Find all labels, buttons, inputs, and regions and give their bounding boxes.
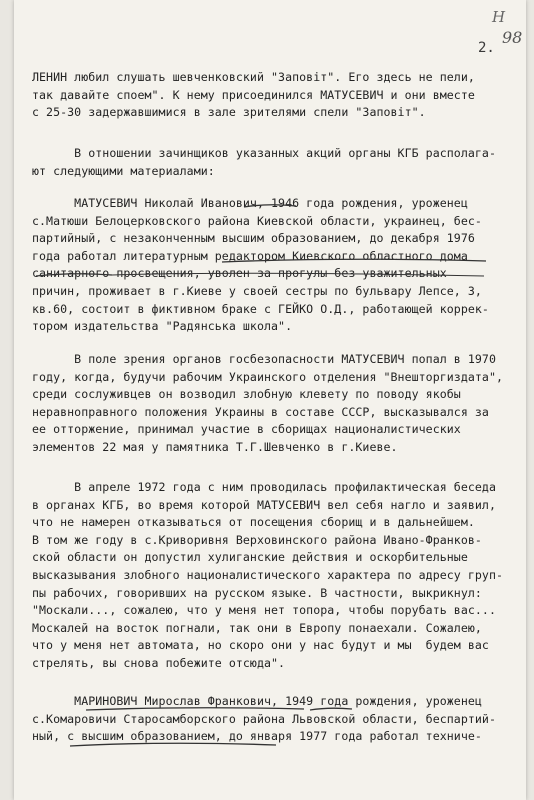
text-line: что не намерен отказываться от посещения сборищ и в дальнейшем. (32, 515, 475, 530)
text-line: санитарного просвещения, уволен за прогулы без уважительных (32, 266, 447, 281)
text-line: с.Комаровичи Старосамборского района Львовской области, беспартий- (32, 711, 496, 726)
text-line: неравноправного положения Украины в составе СССР, высказывался за (32, 404, 489, 419)
text-line: тором издательства "Радянська школа". (32, 319, 293, 334)
text-line: элементов 22 мая у памятника Т.Г.Шевченко в г.Киеве. (32, 440, 398, 454)
text-line: ный, с высшим образованием, до января 1977 года работал техниче- (32, 729, 482, 744)
text-line: В поле зрения органов госбезопасности МАТУСЕВИЧ попал в 1970 (32, 352, 496, 366)
text-line: ют следующими материалами: (32, 163, 215, 178)
text-line: среди сослуживцев он возводил злобную клевету по поводу якобы (32, 387, 461, 402)
text-line: ской области он допустил хулиганские действия и оскорбительные (32, 550, 468, 565)
text-line: стрелять, вы снова побежите отсюда". (32, 656, 286, 670)
text-line: так давайте споем". К нему присоединился МАТУСЕВИЧ и они вместе (32, 87, 475, 102)
text-line: в органах КГБ, во время которой МАТУСЕВИЧ вел себя нагло и заявил, (32, 497, 496, 512)
text-line: году, когда, будучи рабочим Украинского отделения "Внешторгиздата", (32, 369, 504, 384)
text-line: "Москали..., сожалею, что у меня нет топора, чтобы порубать вас... (32, 603, 496, 618)
text-line: МАРИНОВИЧ Мирослав Франкович, 1949 года рождения, уроженец (32, 694, 482, 708)
text-line: ЛЕНИН любил слушать шевченковский "Заповiт". Его здесь не пели, (32, 70, 475, 84)
text-line: что у меня нет автомата, но скоро они у нас будут и мы будем вас (32, 638, 489, 653)
page-number: 2. (478, 40, 495, 56)
text-line: В том же году в с.Криворивня Верховинского района Ивано-Франков- (32, 532, 482, 547)
text-line: причин, проживает в г.Киеве у своей сестры по бульвару Лепсе, 3, (32, 284, 482, 298)
text-line: Москалей на восток погнали, так они в Европу понаехали. Сожалею, (32, 620, 482, 635)
text-line: кв.60, состоит в фиктивном браке с ГЕЙКО О.Д., работающей коррек- (32, 301, 489, 316)
handwritten-page-number: 98 (502, 28, 523, 47)
text-line: ее отторжение, принимал участие в сборищах националистических (32, 422, 461, 437)
text-line: В апреле 1972 года с ним проводилась профилактическая беседа (32, 480, 496, 494)
document-page (14, 0, 526, 800)
text-line: В отношении зачинщиков указанных акций органы КГБ располага- (32, 146, 496, 160)
handwritten-mark: Н (492, 8, 506, 26)
text-line: высказывания злобного националистического характера по адресу груп- (32, 568, 504, 582)
text-line: с 25-30 задержавшимися в зале зрителями спели "Заповiт". (32, 105, 426, 120)
text-line: партийный, с незаконченным высшим образованием, до декабря 1976 (32, 231, 475, 246)
text-line: МАТУСЕВИЧ Николай Иванович, 1946 года рождения, уроженец (32, 196, 468, 210)
text-line: года работал литературным редактором Киевского областного дома (32, 248, 468, 263)
text-line: пы рабочих, говоривших на русском языке. В частности, выкрикнул: (32, 585, 482, 600)
text-line: с.Матюши Белоцерковского района Киевской области, украинец, бес- (32, 213, 482, 228)
